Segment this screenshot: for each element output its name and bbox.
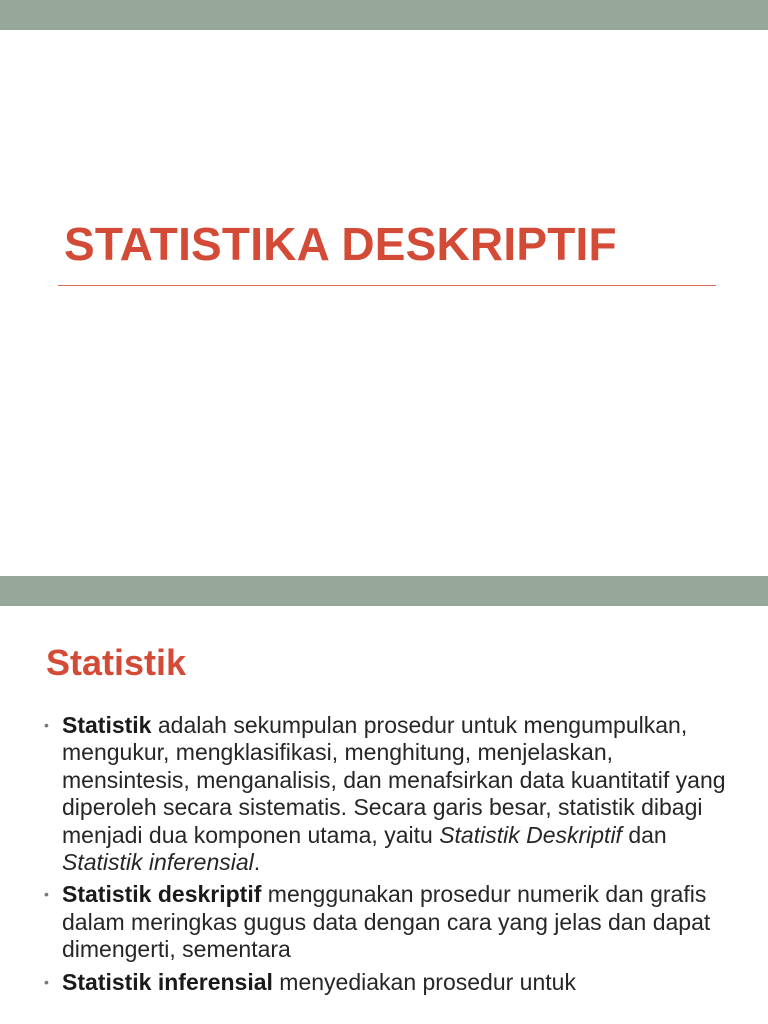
bullet-term: Statistik xyxy=(62,712,152,738)
slide-top-band xyxy=(0,0,768,30)
bullet-joiner: dan xyxy=(621,821,667,848)
bullet-dot-icon: • xyxy=(44,886,49,903)
bullet-text: menggunakan prosedur numerik dan grafis dalam meringkas gugus data dengan cara yang jelas dan dapat dimengerti, sementara xyxy=(62,881,711,963)
bullet-term: Statistik inferensial xyxy=(62,968,273,995)
bullet-term: Statistik deskriptif xyxy=(62,881,262,908)
bullet-item xyxy=(44,712,734,876)
bullet-text: menyediakan prosedur untuk xyxy=(272,968,576,995)
bullet-end: . xyxy=(253,849,261,876)
slide-title: STATISTIKA DESKRIPTIF xyxy=(64,218,617,270)
bullet-italic-term: Statistik Deskriptif xyxy=(439,821,622,848)
bullet-italic-term: Statistik inferensial xyxy=(62,849,254,876)
bullet-list xyxy=(44,712,734,1001)
bullet-dot-icon: • xyxy=(44,973,49,990)
slide-heading: Statistik xyxy=(46,642,187,683)
slide-divider-band xyxy=(0,576,768,606)
bullet-item xyxy=(44,881,734,963)
bullet-item xyxy=(44,969,734,996)
bullet-dot-icon: • xyxy=(44,717,49,733)
bullet-text: adalah sekumpulan prosedur untuk mengumpulkan, mengukur, mengklasifikasi, menghitung, menjelaskan, mensintesis, menganalisis, dan menafsirkan data kuantitatif yang diperoleh secara sistematis. Secara garis besar, statistik dibagi menjadi dua komponen utama, yaitu xyxy=(62,712,726,848)
title-underline xyxy=(58,285,716,286)
